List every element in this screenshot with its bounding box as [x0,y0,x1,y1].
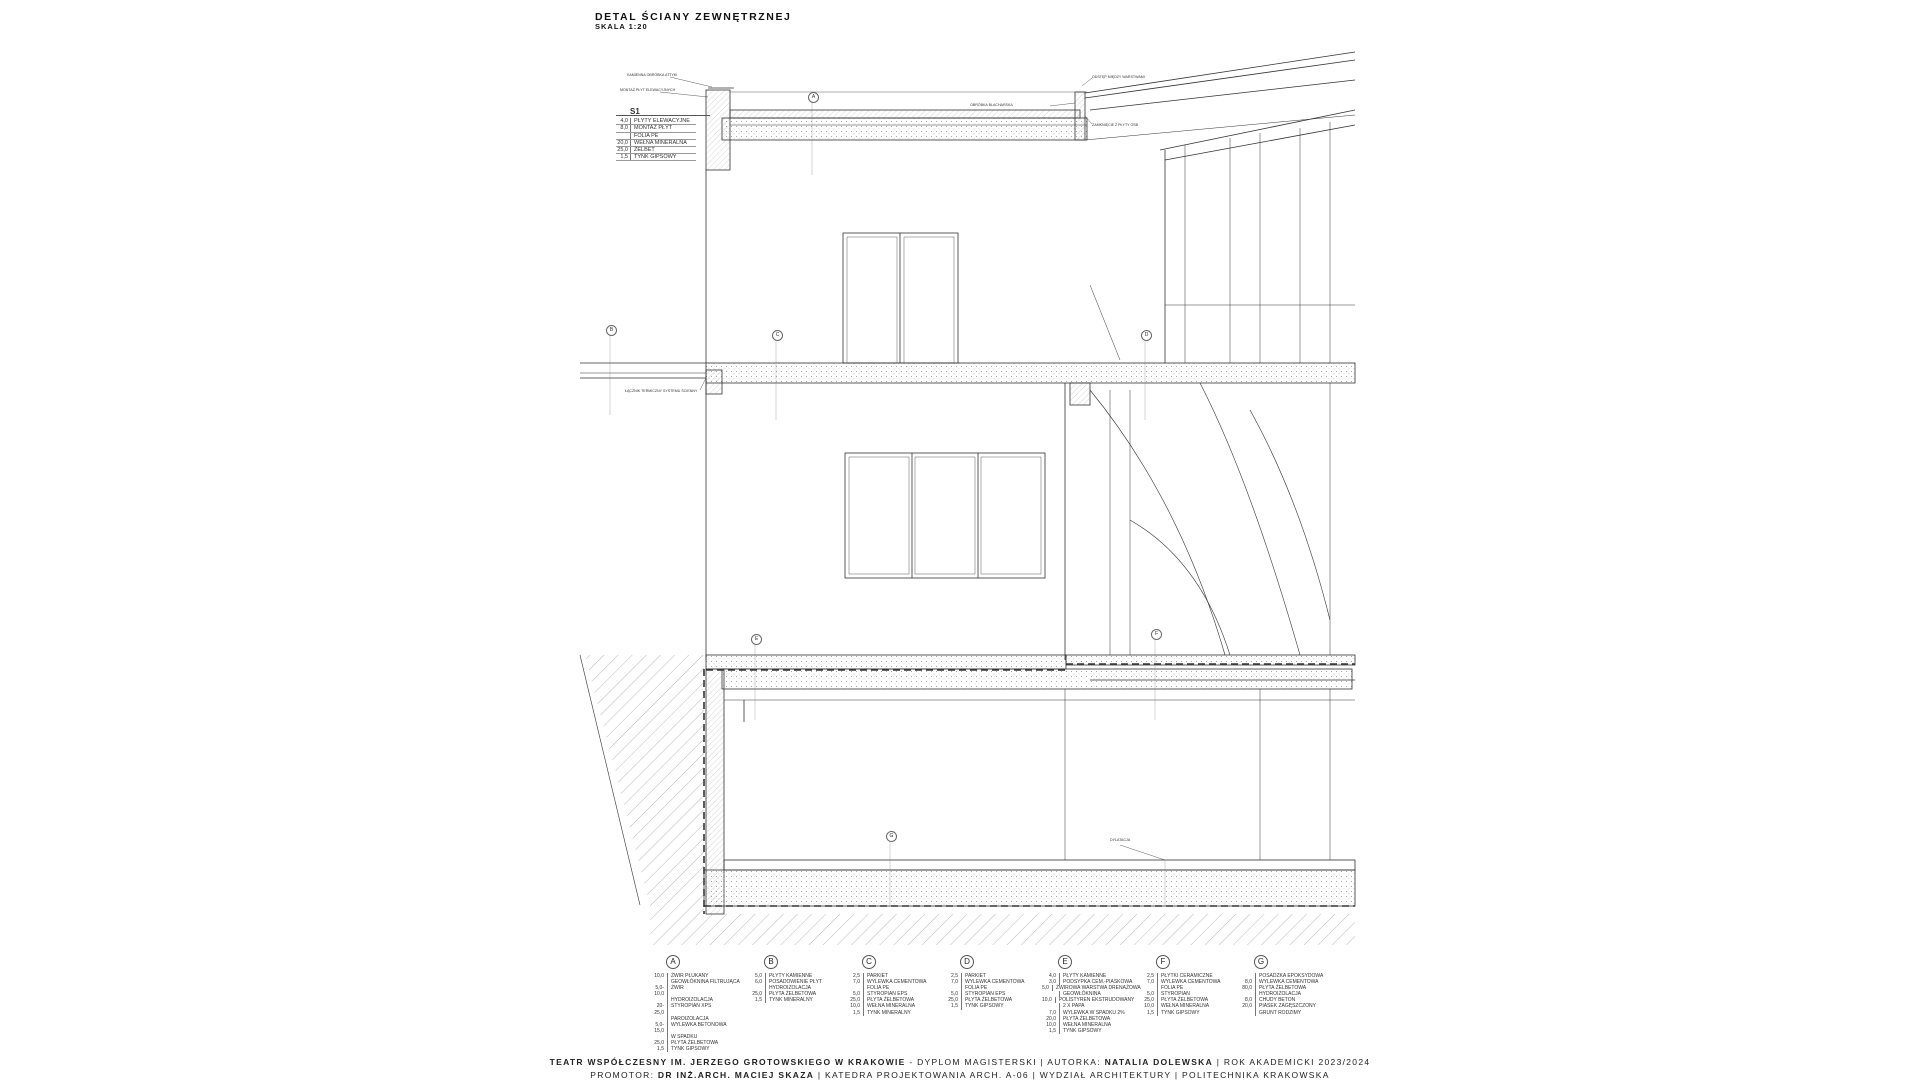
legend-row: 25,0 PŁYTA ŻELBETOWA [748,991,840,997]
legend-row: 1,5 TYNK GIPSOWY [1042,1028,1134,1034]
legend-row: POSADZKA EPOKSYDOWA [1238,973,1330,979]
legend-badge: C [862,955,876,969]
note-osb: ZAMKNIĘCIE Z PŁYTY OSB [1092,123,1139,127]
legend-row: 25,0 PŁYTA ŻELBETOWA [944,997,1036,1003]
legend-badge: B [764,955,778,969]
legend-row: 1,5 TYNK GIPSOWY [944,1003,1036,1009]
legend-row: 1,5 TYNK MINERALNY [748,997,840,1003]
legend-row: 5,0-10,0 ŻWIR [650,985,742,997]
legend-row: PAROIZOLACJA [650,1016,742,1022]
legend-row: 1,5 TYNK MINERALNY [846,1010,938,1016]
legend-badge: D [960,955,974,969]
axis-marker-g: G [886,831,897,842]
note-panel-mount: MONTAŻ PŁYT ELEWACYJNYCH [620,88,676,92]
legend-row: 2,5 PŁYTKI CERAMICZNE [1140,973,1232,979]
legend-badge: E [1058,955,1072,969]
axis-marker-a: A [808,92,819,103]
legend-row: 2,5 PARKIET [944,973,1036,979]
legend-row: 5,0 STYROPIAN [1140,991,1232,997]
s1-layer-table [616,109,710,161]
legend-badge: A [666,955,680,969]
legend-row: FOLIA PE [944,985,1036,991]
note-dilatation: DYLATACJA [1110,838,1131,842]
s1-row: 20,0 WEŁNA MINERALNA [616,140,696,147]
legend-row: 5,0 PŁYTY KAMIENNE [748,973,840,979]
legend-row: HYDROIZOLACJA [748,985,840,991]
legend-row: 4,0 PŁYTY KAMIENNE [1042,973,1134,979]
legend-column-a [650,955,742,1052]
s1-row: 25,0 ŻELBET [616,147,696,154]
legend-row: 10,0 WEŁNA MINERALNA [1042,1022,1134,1028]
footer-line-2: PROMOTOR: DR INŻ.ARCH. MACIEJ SKAZA | KATEDRA PROJEKTOWANIA ARCH. A-06 | WYDZIAŁ ARCHITEKTURY | POLITECHNIKA KRAKOWSKA [590,1070,1330,1080]
s1-row: 8,0 MONTAŻ PŁYT [616,125,696,132]
legend-row: 1,5 TYNK GIPSOWY [650,1046,742,1052]
s1-row: 1,5 TYNK GIPSOWY [616,154,696,161]
legend-row: GEOWŁÓKNINA FILTRUJĄCA [650,979,742,985]
legend-row: 25,0 PŁYTA ŻELBETOWA [650,1040,742,1046]
drawing-title: DETAL ŚCIANY ZEWNĘTRZNEJ [595,11,792,23]
legend-row: 2 X PAPA [1042,1003,1134,1009]
legend-column-b [748,955,840,1003]
legend-row: GRUNT RODZIMY [1238,1010,1330,1016]
axis-marker-b: B [606,325,617,336]
legend-column-g [1238,955,1330,1016]
roof-slab [722,118,1087,140]
legend-row: 8,0 CHUDY BETON [1238,997,1330,1003]
legend-row: 5,0-15,0 WYLEWKA BETONOWA [650,1022,742,1034]
legend-row: 7,0 WYLEWKA W SPADKU 2% [1042,1010,1134,1016]
legend-column-d [944,955,1036,1010]
legend-column-f [1140,955,1232,1016]
legend-row: W SPADKU [650,1034,742,1040]
legend-badge: F [1156,955,1170,969]
drawing-scale: SKALA 1:20 [595,22,648,31]
legend-row: 5,0 STYROPIAN EPS [944,991,1036,997]
legend-row: 25,0 PŁYTA ŻELBETOWA [1140,997,1232,1003]
legend-row: 10,0 WEŁNA MINERALNA [846,1003,938,1009]
s1-label: S1 [616,109,710,116]
axis-marker-e: E [751,634,762,645]
legend-row: 20,0 PŁYTA ŻELBETOWA [1042,1016,1134,1022]
legend-row: 7,0 WYLEWKA CEMENTOWA [846,979,938,985]
legend-row: FOLIA PE [1140,985,1232,991]
axis-marker-c: C [772,330,783,341]
legend-row: 5,0 ŻWIROWA WARSTWA DRENAŻOWA [1042,985,1141,992]
legend-row: 10,0 POLISTYREN EKSTRUDOWANY [1042,997,1135,1004]
legend-row: 7,0 WYLEWKA CEMENTOWA [1140,979,1232,985]
footer-line-1: TEATR WSPÓŁCZESNY IM. JERZEGO GROTOWSKIEGO W KRAKOWIE - DYPLOM MAGISTERSKI | AUTORKA: NATALIA DOLEWSKA | ROK AKADEMICKI 2023/2024 [549,1057,1371,1067]
s1-row: 4,0 PŁYTY ELEWACYJNE [616,118,696,125]
upper-window [843,233,958,363]
legend-row: 20-25,0 STYROPIAN XPS [650,1003,742,1015]
legend-row: 5,0 STYROPIAN EPS [846,991,938,997]
legend-row: 10,0 ŻWIR PŁUKANY [650,973,742,979]
legend-row: HYDROIZOLACJA [1238,991,1330,997]
s1-row: FOLIA PE [616,133,696,140]
legend-badge: G [1254,955,1268,969]
legend-row: 25,0 PŁYTA ŻELBETOWA [846,997,938,1003]
legend-row: 1,5 TYNK GIPSOWY [1140,1010,1232,1016]
basement-slab [704,870,1355,906]
legend-row: FOLIA PE [846,985,938,991]
lower-window [845,453,1045,578]
legend-row: 3,0 PODSYPKA CEM.-PIASKOWA [1042,979,1134,985]
legend-row: 20,0 PIASEK ZAGĘSZCZONY [1238,1003,1330,1009]
legend-column-e [1042,955,1141,1034]
intermediate-slab [706,363,1355,383]
note-attic: KAMIENNA OBRÓBKA ATTYKI [627,73,678,77]
note-gap: ODSTĘP MIĘDZY WARSTWAMI [1092,75,1145,79]
ground-slab [706,655,1066,669]
note-thermal: ŁĄCZNIK TERMICZNY SYSTEMU ŚCIENNY [625,389,698,393]
note-flashing: OBRÓBKA BLACHARSKA [970,103,1013,107]
legend-row: 80,0 PŁYTA ŻELBETOWA [1238,985,1330,991]
axis-marker-f: F [1151,629,1162,640]
legend-row: 6,0 POSADOWIENIE PŁYT [748,979,840,985]
legend-column-c [846,955,938,1016]
legend-row: 10,0 WEŁNA MINERALNA [1140,1003,1232,1009]
legend-row: 2,5 PARKIET [846,973,938,979]
legend-row: 7,0 WYLEWKA CEMENTOWA [944,979,1036,985]
legend-row: HYDROIZOLACJA [650,997,742,1003]
legend-row: 8,0 WYLEWKA CEMENTOWA [1238,979,1330,985]
axis-marker-d: D [1141,330,1152,341]
legend-row: GEOWŁÓKNINA [1042,991,1134,997]
